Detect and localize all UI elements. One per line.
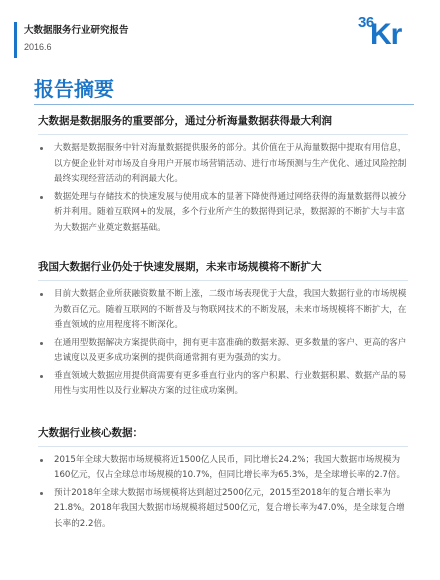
section-title: 报告摘要: [34, 77, 114, 101]
report-title: 大数据服务行业研究报告: [24, 25, 129, 36]
report-date: 2016.6: [24, 42, 52, 52]
bullet-dot-icon: [40, 293, 43, 296]
36kr-logo: [358, 14, 418, 54]
summary-block: [38, 112, 408, 236]
bullet-text: 预计2018年全球大数据市场规模将达到超过2500亿元，2015至2018年的复合增长率为21.8%。2018年我国大数据市场规模将超过500亿元，复合增长率为47.0%，是全球复合增长率的2.2倍。: [54, 487, 405, 529]
bullet-dot-icon: [40, 342, 43, 345]
logo-letters: Kr: [370, 18, 402, 51]
report-header: [0, 0, 440, 64]
bullet-text: 垂直领域大数据应用提供商需要有更多垂直行业内的客户积累、行业数据积累、数据产品的易用性与实用性以及行业解决方案的过往成功案例。: [54, 370, 407, 396]
bullet-text: 目前大数据企业所获融资数量不断上涨，二级市场表现优于大盘，我国大数据行业的市场规模为数百亿元。随着互联网的不断普及与物联网技术的不断发展，未来市场规模将不断扩大，在垂直领域的应用程度将不断深化。: [54, 289, 407, 330]
summary-content: [38, 112, 408, 534]
bullet-text: 在通用型数据解决方案提供商中，拥有更丰富准确的数据来源、更多数量的客户、更高的客户忠诚度以及更多成功案例的提供商通常拥有更为强劲的实力。: [54, 337, 407, 363]
bullet-text: 数据处理与存储技术的快速发展与使用成本的显著下降使得通过网络获得的海量数据得以被分析并利用。随着互联网+的发展，多个行业所产生的数据得到记录，数据源的不断扩大与丰富为大数据产业奠定数据基础。: [54, 191, 407, 233]
bullet-item: [38, 486, 408, 533]
summary-block: [38, 424, 408, 533]
block-heading: 大数据是数据服务的重要部分，通过分析海量数据获得最大利润: [38, 112, 408, 135]
bullet-text: 大数据是数据服务中针对海量数据提供服务的部分。其价值在于从海量数据中提取有用信息，以方便企业针对市场及自身用户开展市场营销活动、进行市场预测与生产优化、通过风险控制最终实现经营活动的利润最大化。: [54, 143, 407, 184]
bullet-item: [38, 453, 408, 484]
block-heading: 大数据行业核心数据：: [38, 424, 408, 447]
bullet-dot-icon: [40, 492, 43, 495]
bullet-list: [38, 453, 408, 533]
logo-number: 36: [358, 14, 374, 31]
bullet-list: [38, 287, 408, 400]
bullet-dot-icon: [40, 196, 43, 199]
section-divider: [34, 104, 414, 105]
bullet-item: [38, 336, 408, 367]
bullet-item: [38, 190, 408, 237]
bullet-list: [38, 141, 408, 236]
block-heading: 我国大数据行业仍处于快速发展期，未来市场规模将不断扩大: [38, 258, 408, 281]
bullet-dot-icon: [40, 459, 43, 462]
bullet-item: [38, 141, 408, 188]
bullet-text: 2015年全球大数据市场规模将近1500亿人民币，同比增长24.2%；我国大数据市场规模为160亿元，仅占全球总市场规模的10.7%，但同比增长率为65.3%，是全球增长率的2.7倍。: [54, 454, 406, 480]
bullet-item: [38, 287, 408, 334]
bullet-dot-icon: [40, 147, 43, 150]
summary-block: [38, 258, 408, 400]
bullet-item: [38, 369, 408, 400]
bullet-dot-icon: [40, 375, 43, 378]
header-accent-bar: [14, 22, 17, 58]
